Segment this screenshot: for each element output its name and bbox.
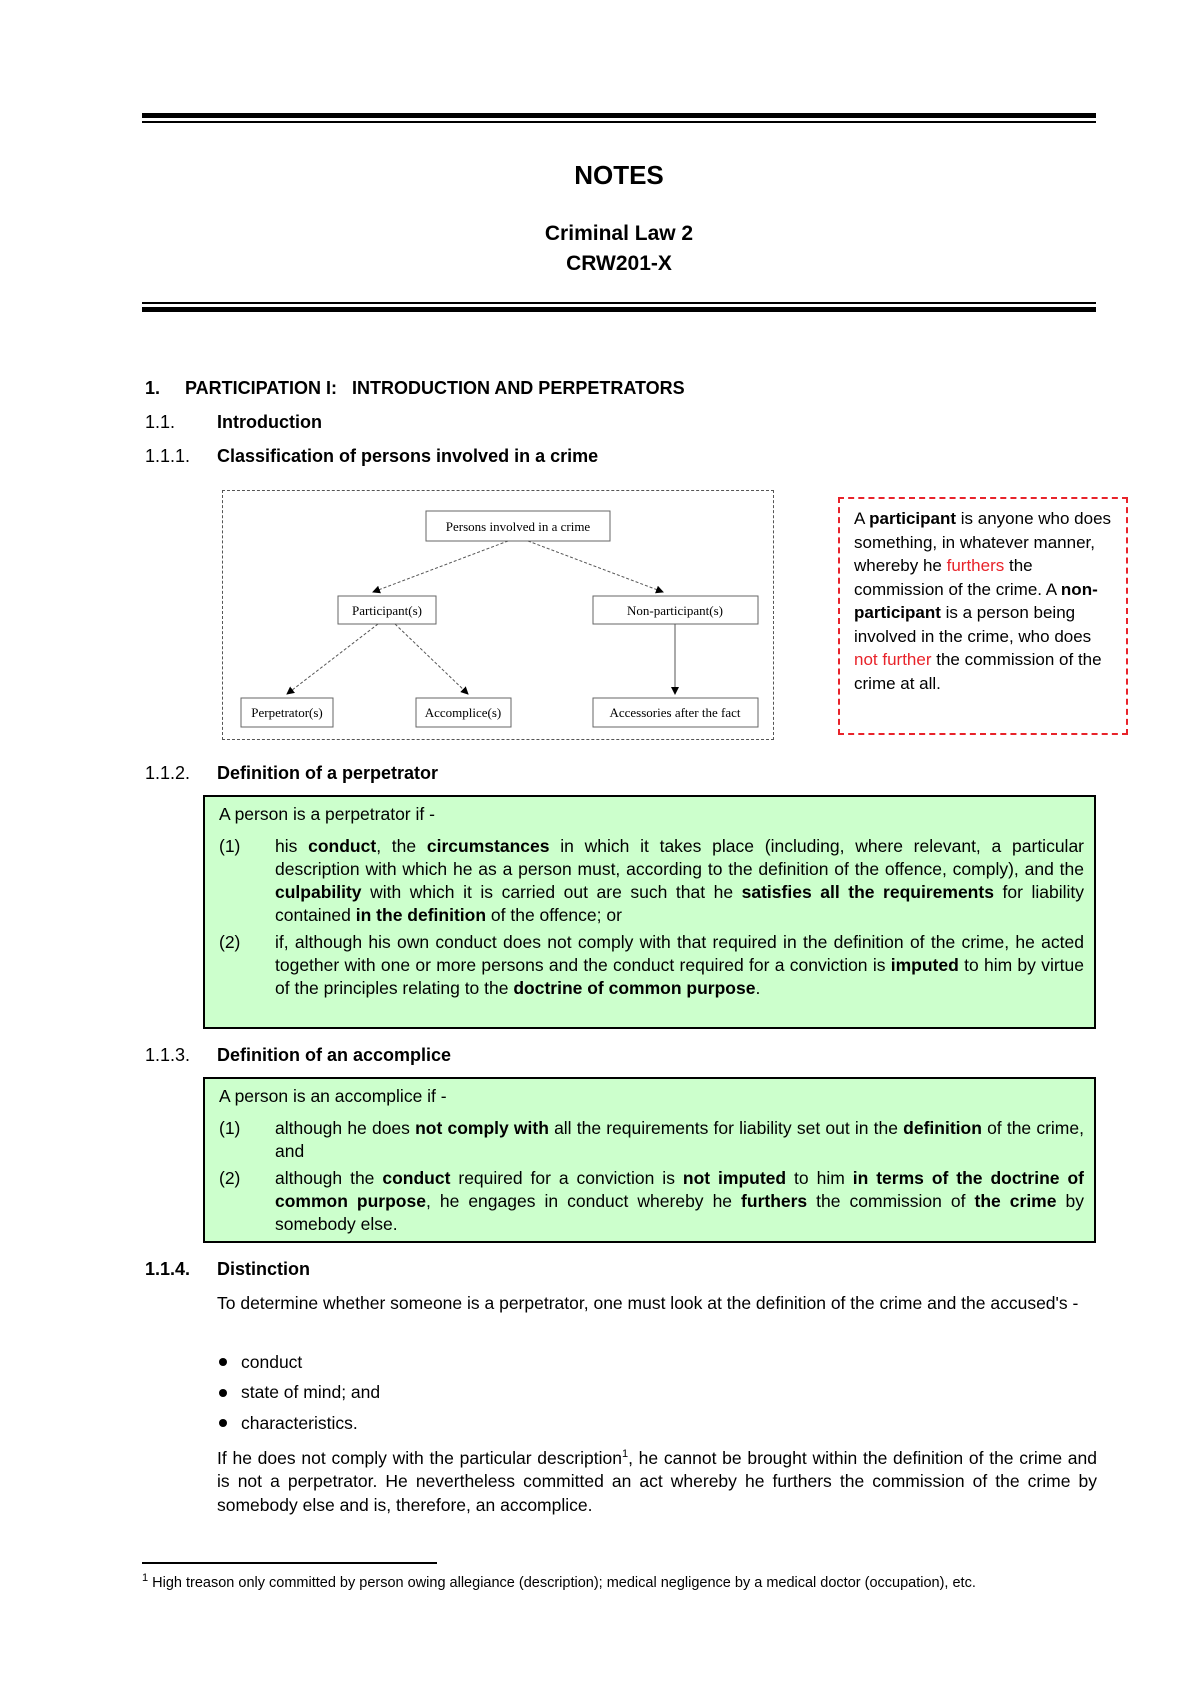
footnote-separator [142,1562,437,1564]
subsection-title: Definition of an accomplice [217,1045,452,1065]
bold-run: definition [903,1118,982,1138]
note-highlight-not-further: not further [854,650,932,669]
diagram-svg [223,491,773,739]
definition-item [219,835,1084,927]
text-run: if, although his own conduct does not comply with that required in the definition of the crime, he acted together with one or more persons and the conduct required for a conviction is [275,932,1084,975]
note-term-participant: participant [869,509,957,528]
note-text: A [854,509,870,528]
subsection-heading-1-1 [145,412,322,433]
bullet-icon [219,1419,227,1427]
text-run: to him by virtue of the principles relating to the [275,955,1084,998]
edge-participants-accomplices [395,624,468,694]
bold-run: conduct [308,836,377,856]
subsection-title: Definition of a perpetrator [217,763,439,783]
list-item-text: conduct [241,1351,303,1372]
bold-run: circumstances [426,836,550,856]
edge-root-participants [373,541,508,592]
text-run: the commission of [807,1191,975,1211]
perpetrator-definition-box [203,795,1096,1029]
bullet-icon [219,1358,227,1366]
node-accomplices-label: Accomplice(s) [424,705,502,720]
subsection-number: 1.1. [145,412,176,432]
section-title: PARTICIPATION I: INTRODUCTION AND PERPETRATORS [185,378,685,398]
footnote-text: High treason only committed by person owing allegiance (description); medical negligence by a medical doctor (occupation), etc. [148,1574,976,1591]
header-rule-top-thin [142,121,1096,123]
definition-item [219,1117,1084,1163]
text-run: by somebody else. [275,1191,1084,1234]
text-run: required for a conviction is [450,1168,683,1188]
item-number: (2) [219,932,241,952]
note-text: the commission of the crime. [854,556,1042,599]
bold-run: the crime [974,1191,1057,1211]
bold-run: conduct [382,1168,451,1188]
node-participants-label: Participant(s) [351,603,423,618]
header-rule-bottom [142,307,1096,312]
note-text: is a person being involved in the crime, who does [854,603,1092,646]
classification-diagram [222,490,774,740]
bold-run: in terms of the doctrine of common purpose [275,1168,1084,1211]
text-run: with which it is carried out are such that he [361,882,742,902]
bold-run: furthers [741,1191,808,1211]
list-item-text: characteristics. [241,1412,358,1433]
item-text [275,835,1084,927]
box-intro: A person is an accomplice if - [219,1086,447,1106]
section-heading [145,378,685,399]
note-text: A [1045,579,1061,599]
list-item [217,1347,380,1378]
subsection-title: Introduction [217,412,322,432]
definition-item [219,931,1084,1000]
text-run: in which it takes place (including, where relevant, a particular description with which he as a person must, according to the definition of the offence, comply), and the [275,836,1085,879]
note-text: the commission of the crime at all. [854,650,1102,693]
header-rule-bottom-thin [142,302,1096,304]
item-number: (1) [219,1118,241,1138]
list-item-text: state of mind; and [241,1382,381,1403]
participant-definition-note [838,497,1128,735]
item-number: (2) [219,1168,241,1188]
subsection-number: 1.1.4. [145,1259,191,1279]
distinction-intro: To determine whether someone is a perpetrator, one must look at the definition of the crime and the accused's - [217,1293,1079,1313]
list-item [217,1378,380,1409]
text-run: , he cannot be brought within the definition of the crime and is not a perpetrator. He nevertheless committed an act whereby he furthers the commission of the crime by somebody else and is, therefore, an accomplice. [217,1447,1098,1515]
bullet-icon [219,1389,227,1397]
section-number: 1. [145,378,161,398]
bold-run: in the definition [355,905,487,925]
bold-run: doctrine of common purpose [513,978,756,998]
item-text [275,931,1084,1000]
footnote-mark: 1 [142,1572,149,1584]
accomplice-definition-box [203,1077,1096,1243]
subsection-number: 1.1.2. [145,763,191,783]
bold-run: not imputed [682,1168,787,1188]
text-run: of the offence; or [486,905,622,925]
edge-participants-perpetrators [287,624,378,694]
node-non-participants-label: Non-participant(s) [626,603,724,618]
bold-run: culpability [275,882,362,902]
subsection-heading-1-1-3 [145,1045,451,1066]
subsection-title: Distinction [217,1259,310,1279]
text-run: of the crime, and [275,1118,1084,1161]
note-term-non-participant: non-participant [854,579,1098,622]
text-run: his [275,836,309,856]
node-accessories-label: Accessories after the fact [609,705,741,720]
text-run: . [755,978,761,998]
subsection-number: 1.1.1. [145,446,191,466]
box-intro: A person is a perpetrator if - [219,804,435,824]
note-highlight-furthers: furthers [946,556,1005,575]
text-run: If he does not comply with the particular description [217,1447,622,1468]
node-perpetrators-label: Perpetrator(s) [251,705,323,720]
text-run: , the [376,836,427,856]
bold-run: not comply with [415,1118,549,1138]
text-run: although he does [275,1118,416,1138]
subsection-number: 1.1.3. [145,1045,191,1065]
item-text [275,1167,1084,1236]
subsection-heading-1-1-2 [145,763,438,784]
node-root-label: Persons involved in a crime [445,519,591,534]
text-run: , he engages in conduct whereby he [425,1191,742,1211]
bold-run: satisfies all the requirements [741,882,994,902]
page-title: NOTES [574,160,664,190]
item-text [275,1117,1084,1163]
header-rule-top [142,113,1096,118]
footnote [142,1572,976,1591]
distinction-paragraph [217,1443,1097,1517]
note-text: is anyone who does something, in whatever manner, whereby he [854,509,1112,575]
edge-root-non-participants [528,541,663,592]
subsection-heading-1-1-4 [145,1259,310,1280]
subsection-title: Classification of persons involved in a crime [217,446,599,466]
subsection-heading-1-1-1 [145,446,598,467]
text-run: all the requirements for liability set out in the [548,1118,904,1138]
bold-run: imputed [890,955,959,975]
course-name: Criminal Law 2 [544,222,694,245]
distinction-bullet-list [217,1347,380,1439]
text-run: to him [786,1168,853,1188]
course-code: CRW201-X [566,252,672,275]
text-run: although the [275,1168,383,1188]
definition-item [219,1167,1084,1236]
item-number: (1) [219,836,241,856]
footnote-reference[interactable]: 1 [621,1448,629,1460]
text-run: for liability contained [275,882,1084,925]
list-item [217,1408,380,1439]
